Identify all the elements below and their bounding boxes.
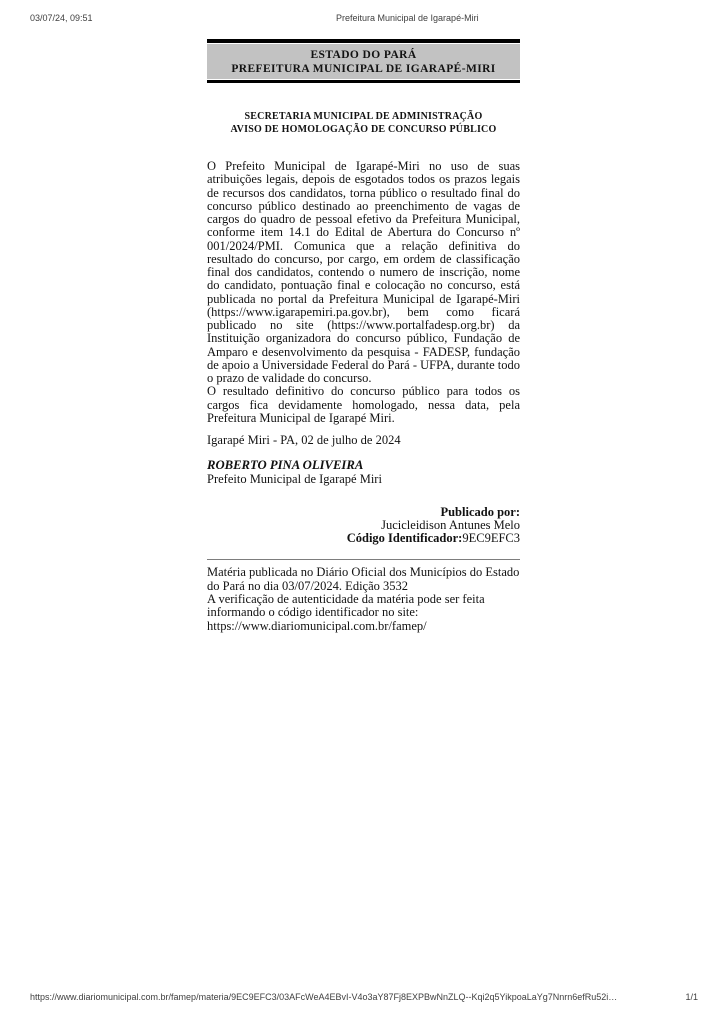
code-identifier-value: 9EC9EFC3: [462, 531, 520, 546]
publication-block: [207, 506, 520, 546]
code-identifier-label: Código Identificador:: [346, 531, 463, 546]
masthead-municipality-line: PREFEITURA MUNICIPAL DE IGARAPÉ-MIRI: [231, 63, 496, 75]
print-footer-page-indicator: 1/1: [685, 992, 698, 1002]
body-paragraph-1: O Prefeito Municipal de Igarapé-Miri no uso de suas atribuições legais, depois de esgotados todos os prazos legais de recursos dos candidatos, torna público o resultado final do concurso público destinado ao preenchimento de vagas de cargos do quadro de pessoal efetivo da Prefeitura Municipal, conforme item 14.1 do Edital de Abertura do Concurso nº 001/2024/PMI. Comunica que a relação definitiva do resultado do concurso, por cargo, em ordem de classificação final dos candidatos, contendo o numero de inscrição, nome do candidato, pontuação final e colocação no concurso, está publicada no portal da Prefeitura Municipal de Igarapé-Miri (https://www.igarapemiri.pa.gov.br), bem como ficará publicado no site (https://www.portalfadesp.org.br) da Instituição organizadora do concurso público, Fundação de Amparo e desenvolvimento da pesquisa - FADESP, fundação de apoio a Universidade Federal do Pará - UFPA, durante todo o prazo de validade do concurso.: [207, 159, 521, 385]
body-paragraph-2: O resultado definitivo do concurso público para todos os cargos fica devidamente homologado, nessa data, pela Prefeitura Municipal de Igarapé Miri.: [207, 384, 520, 425]
official-gazette-note: [207, 566, 520, 632]
place-date-line: Igarapé Miri - PA, 02 de julho de 2024: [207, 433, 401, 447]
department-heading: SECRETARIA MUNICIPAL DE ADMINISTRAÇÃO: [244, 111, 483, 122]
print-header-title: Prefeitura Municipal de Igarapé-Miri: [336, 13, 479, 23]
document-column: [207, 39, 520, 633]
signature-name: ROBERTO PINA OLIVEIRA: [207, 458, 364, 473]
notice-title: AVISO DE HOMOLOGAÇÃO DE CONCURSO PÚBLICO: [230, 124, 497, 135]
code-identifier-line: [207, 532, 520, 545]
published-by-label: Publicado por:: [440, 504, 520, 519]
print-header-datetime: 03/07/24, 09:51: [30, 13, 93, 23]
gazette-publication-sentence: Matéria publicada no Diário Oficial dos Municípios do Estado do Pará no dia 03/07/2024. Edição 3532: [207, 565, 520, 593]
notice-heading: [207, 110, 520, 136]
section-divider: [207, 559, 520, 560]
signature-title: Prefeito Municipal de Igarapé Miri: [207, 471, 382, 486]
masthead-banner: [207, 39, 520, 83]
print-footer-url: https://www.diariomunicipal.com.br/famep/materia/9EC9EFC3/03AFcWeA4EBvI-V4o3aY87Fj8EXPBwNnZLQ--Kqi2q5YikpoaLaYg7Nnrn6efRu52i…: [30, 992, 618, 1002]
authenticity-verification-sentence: A verificação de autenticidade da matéria pode ser feita informando o código identificador no site:: [207, 591, 485, 620]
masthead-state-line: ESTADO DO PARÁ: [310, 49, 417, 61]
notice-body: [207, 160, 520, 425]
published-by-name: Jucicleidison Antunes Melo: [381, 517, 520, 532]
verification-url: https://www.diariomunicipal.com.br/famep/: [207, 618, 427, 633]
